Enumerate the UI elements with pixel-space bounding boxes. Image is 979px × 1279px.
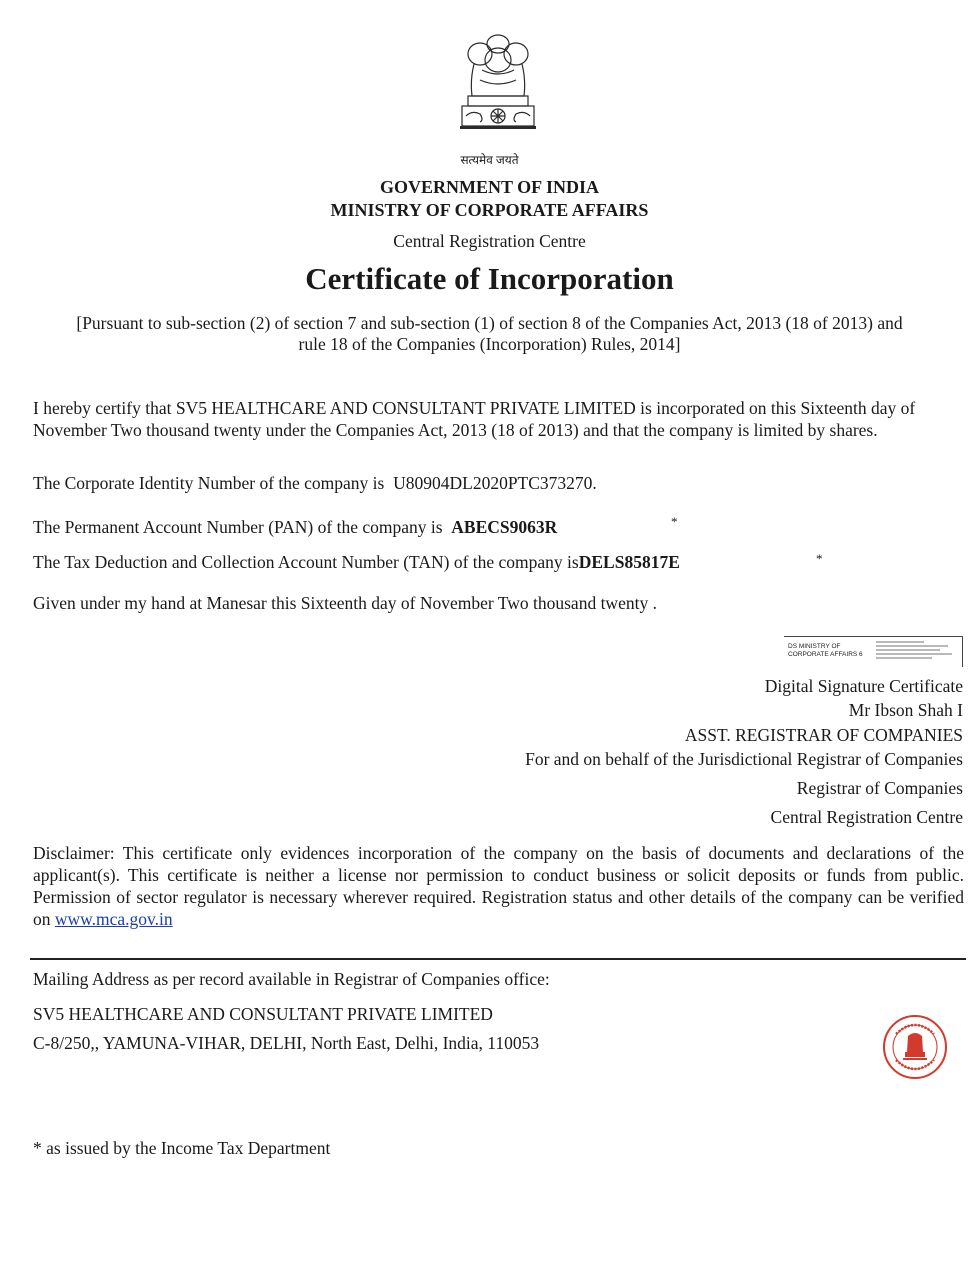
signatory-designation: ASST. REGISTRAR OF COMPANIES [684, 725, 963, 745]
pan-asterisk: * [671, 514, 678, 529]
tan-value: DELS85817E [578, 552, 680, 572]
govt-heading: GOVERNMENT OF INDIA [379, 177, 599, 197]
disclaimer-paragraph [33, 842, 964, 930]
mailing-address: C-8/250,, YAMUNA-VIHAR, DELHI, North East, Delhi, India, 110053 [33, 1033, 540, 1053]
ministry-heading: MINISTRY OF CORPORATE AFFAIRS [330, 200, 649, 220]
pan-label: The Permanent Account Number (PAN) of the company is [33, 517, 443, 537]
disclaimer-text: Disclaimer: This certificate only evidences incorporation of the company on the basis of documents and declarations of the applicant(s). This certificate is neither a license nor permission to conduct business or solicit deposits or funds from public. Permission of sector regulator is necessary wherever required. Registration status and other details of the company can be verified on [33, 843, 964, 929]
given-line: Given under my hand at Manesar this Sixteenth day of November Two thousand twenty . [33, 593, 657, 613]
centre-subheading: Central Registration Centre [393, 231, 586, 251]
dsc-label: Digital Signature Certificate [764, 676, 963, 696]
certify-paragraph: I hereby certify that SV5 HEALTHCARE AND CONSULTANT PRIVATE LIMITED is incorporated on this Sixteenth day of November Two thousand twenty under the Companies Act, 2013 (18 of 2013) and that the company is limited by shares. [33, 398, 916, 440]
mca-link[interactable]: www.mca.gov.in [54, 909, 173, 929]
behalf-line: For and on behalf of the Jurisdictional Registrar of Companies [525, 749, 963, 769]
section-divider [30, 958, 966, 960]
cin-label: The Corporate Identity Number of the company is [33, 473, 385, 493]
mailing-heading [33, 968, 550, 990]
cin-value: U80904DL2020PTC373270. [393, 473, 597, 493]
footnote [33, 1137, 330, 1159]
registrar-line: Registrar of Companies [796, 778, 963, 798]
tan-asterisk: * [816, 551, 823, 566]
pan-value: ABECS9063R [451, 517, 558, 537]
mailing-company: SV5 HEALTHCARE AND CONSULTANT PRIVATE LIMITED [33, 1004, 493, 1024]
pan-line [33, 516, 953, 538]
signature-centre-line: Central Registration Centre [770, 807, 963, 827]
pursuant-line-2: rule 18 of the Companies (Incorporation) Rules, 2014] [298, 334, 681, 354]
emblem-motto: सत्यमेव जयते [460, 153, 519, 167]
mailing-heading-text: Mailing Address as per record available in Registrar of Companies office: [33, 969, 550, 989]
footnote-text: as issued by the Income Tax Department [46, 1138, 331, 1158]
page-title: Certificate of Incorporation [305, 261, 674, 296]
signatory-name: Mr Ibson Shah I [848, 700, 963, 720]
cin-line [33, 472, 953, 494]
ds-label: DS MINISTRY OF CORPORATE AFFAIRS 6 [788, 643, 863, 658]
national-emblem-icon [452, 30, 544, 155]
signature-detail-lines [876, 641, 956, 661]
tan-line [33, 551, 953, 573]
pursuant-line-1: [Pursuant to sub-section (2) of section 7 and sub-section (1) of section 8 of the Companies Act, 2013 (18 of 2013) and [76, 313, 903, 333]
tan-label: The Tax Deduction and Collection Account Number (TAN) of the company is [33, 552, 579, 572]
footnote-asterisk: * [33, 1138, 42, 1158]
digital-signature-stamp [784, 636, 963, 667]
registrar-seal-icon [882, 1014, 948, 1080]
